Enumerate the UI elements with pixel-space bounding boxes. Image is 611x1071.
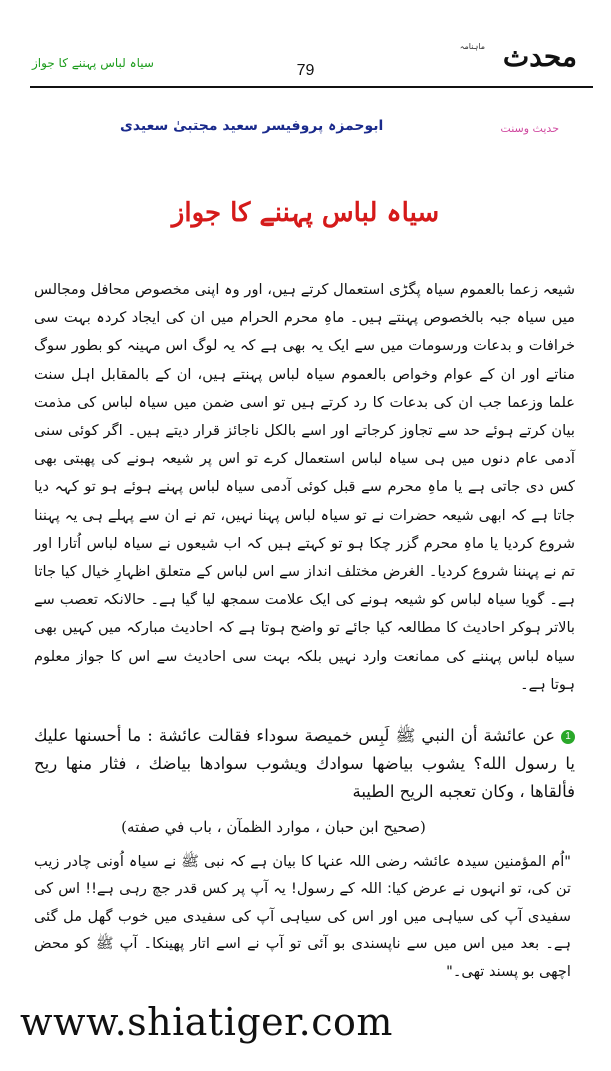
hadith-arabic-text: عن عائشة أن النبي ﷺ لَبِس خميصة سوداء فقالت عائشة : ما أحسنها عليك يا رسول الله؟ يشوب بياضها سوادك ويشوب سوادها بياضك ، فثار منها ريح فألقاها ، وكان تعجبه الريح الطيبة (34, 726, 575, 801)
hadith-translation: "اُم المؤمنین سیدہ عائشہ رضی اللہ عنہا کا بیان ہے کہ نبی ﷺ نے سیاہ اُونی چادر زیب تن کی، تو انہوں نے عرض کیا: اللہ کے رسول! یہ آپ پر کس قدر جچ رہی ہے!! اس کی سفیدی آپ کی سیاہی میں اور اس کی سیاہی آپ کی سفیدی میں خوب گھل مل گئی ہے۔ بعد میں اس میں سے ناپسندی بو آئی تو آپ نے اسے اتار پھینکا۔ آپ ﷺ کو محض اچھی بو پسند تھی۔" (34, 853, 571, 980)
article-title: سیاہ لباس پہننے کا جواز (171, 198, 440, 228)
website-watermark: www.shiatiger.com (20, 1000, 393, 1044)
magazine-logo: محدث (502, 40, 577, 73)
body-paragraph: شیعہ زعما بالعموم سیاہ پگڑی استعمال کرتے ہیں، اور وہ اپنی مخصوص محافل ومجالس میں سیاہ جبہ بالخصوص پہنتے ہیں۔ ماہِ محرم الحرام میں ان کی ایجاد کردہ بہت سی خرافات و بدعات ورسومات میں سے ایک یہ بھی ہے کہ یہ لوگ اس مہینہ کو بطور سوگ مناتے اور ان کے عوام وخواص بالعموم سیاہ لباس پہنتے ہیں، ان کے بالمقابل اہل سنت علما وزعما جب ان کی بدعات کا رد کرتے ہیں تو اسی ضمن میں سیاہ لباس کی مذمت بیان کرتے ہوئے حد سے تجاوز کرجاتے اور اسے بالکل ناجائز قرار دیتے ہیں۔ اگر کوئی سنی آدمی عام دنوں میں ہی سیاہ لباس استعمال کرے تو اس پر شیعہ ہونے کی پھبتی بھی کس دی جاتی ہے یا ماہِ محرم سے قبل کوئی آدمی سیاہ لباس پہنے ہوئے ہو تو کہہ دیا جاتا ہے کہ ابھی شیعہ حضرات نے تو سیاہ لباس پہنا نہیں، تم نے ان سے پہلے ہی یہ پہننا شروع کردیا یا ماہِ محرم گزر چکا ہو تو کہتے ہیں کہ اب شیعوں نے سیاہ لباس اُتارا اور تم نے پہننا شروع کردیا۔ الغرض مختلف انداز سے اس لباس کے متعلق اظہارِ خیال کیا جاتا ہے۔ گویا سیاہ لباس کو شیعہ ہونے کی ایک علامت سمجھ لیا گیا ہے۔ حالانکہ تعصب سے بالاتر ہوکر احادیث کا مطالعہ کیا جائے تو واضح ہوتا ہے کہ احادیث مبارکہ میں کہیں بھی سیاہ لباس پہننے کی ممانعت وارد نہیں بلکہ بہت سی احادیث سے اس کا جواز معلوم ہوتا ہے۔ (34, 281, 575, 693)
header-divider (30, 86, 593, 88)
page-header (30, 40, 581, 84)
section-label: حدیث وسنت (500, 122, 559, 135)
page-number: 79 (296, 62, 315, 79)
article-body (34, 276, 575, 699)
author-byline: ابوحمزہ پروفیسر سعید مجتبیٰ سعیدی (120, 118, 384, 134)
hadith-number-badge: 1 (561, 730, 575, 744)
logo-caption: ماہنامہ (459, 42, 485, 51)
hadith-block (34, 722, 575, 806)
running-title: سیاہ لباس پہننے کا جواز (32, 56, 154, 70)
hadith-source: (صحيح ابن حبان ، موارد الظمآن ، باب في صفته) (121, 818, 426, 836)
